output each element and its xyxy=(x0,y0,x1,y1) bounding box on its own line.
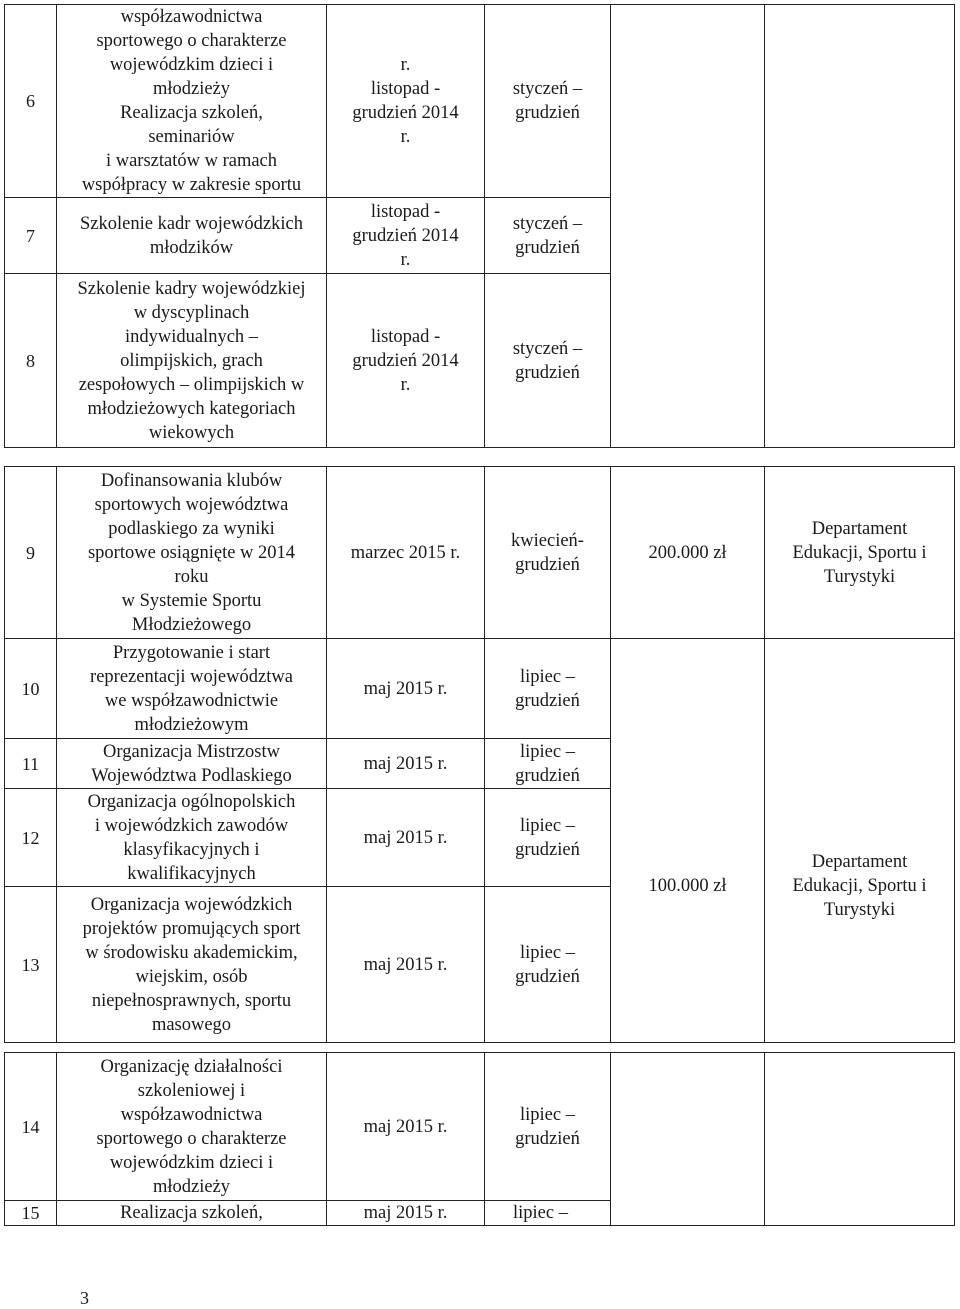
row-number: 13 xyxy=(5,887,57,1043)
term-cell: maj 2015 r. xyxy=(327,739,485,789)
row-number: 7 xyxy=(5,198,57,274)
task-cell: Organizacja ogólnopolskich i wojewódzkich zawodów klasyfikacyjnych i kwalifikacyjnych xyxy=(57,789,327,887)
period-cell: styczeń – grudzień xyxy=(485,198,611,274)
table-row xyxy=(5,639,955,739)
period-cell: lipiec – grudzień xyxy=(485,739,611,789)
table-fragment-1 xyxy=(4,4,955,448)
term-cell: marzec 2015 r. xyxy=(327,467,485,639)
amount-cell xyxy=(611,1053,765,1226)
term-cell: maj 2015 r. xyxy=(327,887,485,1043)
amount-cell: 100.000 zł xyxy=(611,639,765,1043)
row-number: 15 xyxy=(5,1201,57,1226)
department-cell: Departament Edukacji, Sportu i Turystyki xyxy=(765,639,955,1043)
period-cell: lipiec – grudzień xyxy=(485,639,611,739)
table-row xyxy=(5,5,955,198)
term-cell: listopad - grudzień 2014 r. xyxy=(327,274,485,448)
task-cell: Realizacja szkoleń, xyxy=(57,1201,327,1226)
amount-cell: 200.000 zł xyxy=(611,467,765,639)
table-row xyxy=(5,467,955,639)
task-cell: Organizacja Mistrzostw Województwa Podlaskiego xyxy=(57,739,327,789)
table-fragment-3 xyxy=(4,1052,955,1226)
task-cell: Organizacja wojewódzkich projektów promujących sport w środowisku akademickim, wiejskim, osób niepełnosprawnych, sportu masowego xyxy=(57,887,327,1043)
task-cell: Dofinansowania klubów sportowych województwa podlaskiego za wyniki sportowe osiągnięte w 2014 roku w Systemie Sportu Młodzieżowego xyxy=(57,467,327,639)
term-cell: maj 2015 r. xyxy=(327,639,485,739)
amount-cell xyxy=(611,5,765,448)
task-cell: Szkolenie kadry wojewódzkiej w dyscyplinach indywidualnych – olimpijskich, grach zespołowych – olimpijskich w młodzieżowych kategoriach wiekowych xyxy=(57,274,327,448)
term-cell: listopad - grudzień 2014 r. xyxy=(327,198,485,274)
term-cell: r. listopad - grudzień 2014 r. xyxy=(327,5,485,198)
task-cell: Organizację działalności szkoleniowej i współzawodnictwa sportowego o charakterze wojewódzkim dzieci i młodzieży xyxy=(57,1053,327,1201)
term-cell: maj 2015 r. xyxy=(327,1201,485,1226)
row-number: 11 xyxy=(5,739,57,789)
row-number: 10 xyxy=(5,639,57,739)
task-cell: współzawodnictwa sportowego o charakterze wojewódzkim dzieci i młodzieży Realizacja szkoleń, seminariów i warsztatów w ramach współpracy w zakresie sportu xyxy=(57,5,327,198)
task-cell: Przygotowanie i start reprezentacji województwa we współzawodnictwie młodzieżowym xyxy=(57,639,327,739)
period-cell: lipiec – grudzień xyxy=(485,887,611,1043)
page-number: 3 xyxy=(80,1288,89,1308)
department-cell xyxy=(765,5,955,448)
period-cell: styczeń – grudzień xyxy=(485,274,611,448)
table-fragment-2 xyxy=(4,466,955,1043)
table-row xyxy=(5,1053,955,1201)
department-cell: Departament Edukacji, Sportu i Turystyki xyxy=(765,467,955,639)
row-number: 8 xyxy=(5,274,57,448)
period-cell: kwiecień- grudzień xyxy=(485,467,611,639)
row-number: 14 xyxy=(5,1053,57,1201)
period-cell: lipiec – grudzień xyxy=(485,1053,611,1201)
row-number: 6 xyxy=(5,5,57,198)
department-cell xyxy=(765,1053,955,1226)
period-cell: lipiec – grudzień xyxy=(485,789,611,887)
task-cell: Szkolenie kadr wojewódzkich młodzików xyxy=(57,198,327,274)
period-cell: lipiec – xyxy=(485,1201,611,1226)
term-cell: maj 2015 r. xyxy=(327,789,485,887)
term-cell: maj 2015 r. xyxy=(327,1053,485,1201)
period-cell: styczeń – grudzień xyxy=(485,5,611,198)
row-number: 12 xyxy=(5,789,57,887)
row-number: 9 xyxy=(5,467,57,639)
